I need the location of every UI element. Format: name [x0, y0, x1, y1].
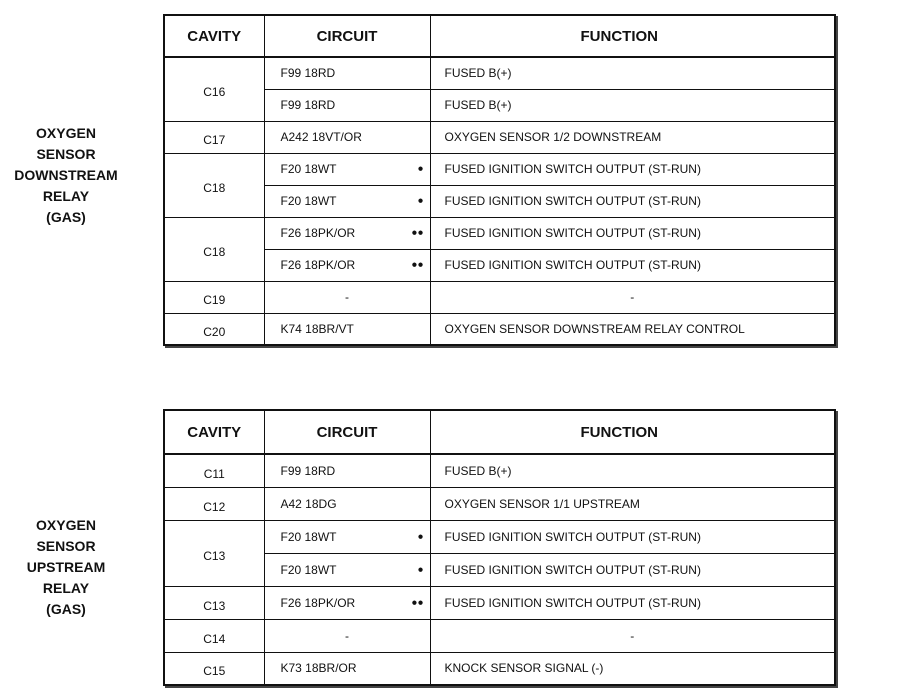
function-header: FUNCTION — [430, 410, 835, 454]
cavity-value: C13 — [203, 549, 226, 563]
function-cell: KNOCK SENSOR SIGNAL (-) — [430, 652, 835, 685]
dot-marker: ●● — [411, 227, 424, 239]
function-cell: FUSED IGNITION SWITCH OUTPUT (ST-RUN) — [430, 553, 835, 586]
function-cell: FUSED IGNITION SWITCH OUTPUT (ST-RUN) — [430, 520, 835, 553]
cavity-value: C20 — [203, 324, 226, 339]
table-row — [164, 313, 835, 345]
table-row — [164, 619, 835, 652]
function-cell: OXYGEN SENSOR DOWNSTREAM RELAY CONTROL — [430, 313, 835, 345]
table-row — [164, 487, 835, 520]
cavity-cell — [164, 652, 264, 685]
downstream-relay-label — [0, 123, 132, 228]
function-cell: OXYGEN SENSOR 1/2 DOWNSTREAM — [430, 121, 835, 153]
circuit-value: F20 18WT — [280, 562, 337, 577]
circuit-value: K73 18BR/OR — [280, 661, 357, 676]
circuit-cell — [264, 487, 430, 520]
dot-marker: ● — [417, 163, 424, 175]
function-header: FUNCTION — [430, 15, 835, 57]
label-line: OXYGEN — [36, 125, 96, 141]
circuit-value: F26 18PK/OR — [280, 258, 356, 272]
cavity-header: CAVITY — [164, 15, 264, 57]
label-line: DOWNSTREAM — [14, 167, 118, 183]
circuit-header: CIRCUIT — [264, 410, 430, 454]
circuit-cell — [264, 454, 430, 487]
function-cell: - — [430, 619, 835, 652]
table-row — [164, 520, 835, 553]
table-row — [164, 121, 835, 153]
circuit-value: F20 18WT — [280, 529, 337, 544]
circuit-cell — [264, 57, 430, 89]
table-row — [164, 153, 835, 185]
table-row — [164, 281, 835, 313]
circuit-cell: - — [264, 619, 430, 652]
cavity-cell — [164, 281, 264, 313]
label-line: (GAS) — [46, 601, 86, 617]
circuit-cell — [264, 553, 430, 586]
downstream-relay-table — [163, 14, 836, 346]
dot-marker: ● — [417, 195, 424, 207]
label-line: SENSOR — [36, 146, 96, 162]
cavity-header: CAVITY — [164, 410, 264, 454]
cavity-cell — [164, 57, 264, 121]
circuit-value: K74 18BR/VT — [280, 321, 354, 336]
table-row — [164, 553, 835, 586]
cavity-value: C17 — [203, 133, 226, 147]
dot-marker: ● — [417, 564, 424, 575]
dot-marker: ● — [417, 531, 424, 542]
circuit-cell — [264, 153, 430, 185]
cavity-cell — [164, 153, 264, 217]
cavity-value: C13 — [203, 598, 226, 613]
function-cell: OXYGEN SENSOR 1/1 UPSTREAM — [430, 487, 835, 520]
table-row — [164, 89, 835, 121]
cavity-cell — [164, 520, 264, 586]
cavity-value: C15 — [203, 664, 226, 679]
function-cell: FUSED IGNITION SWITCH OUTPUT (ST-RUN) — [430, 249, 835, 281]
label-line: OXYGEN — [36, 517, 96, 533]
cavity-value: C18 — [203, 181, 226, 195]
circuit-cell — [264, 520, 430, 553]
cavity-cell — [164, 217, 264, 281]
upstream-relay-table — [163, 409, 836, 686]
label-line: (GAS) — [46, 209, 86, 225]
cavity-cell — [164, 619, 264, 652]
cavity-value: C19 — [203, 293, 226, 307]
table-row — [164, 57, 835, 89]
table-row — [164, 454, 835, 487]
circuit-cell — [264, 313, 430, 345]
circuit-cell — [264, 586, 430, 619]
cavity-value: C12 — [203, 499, 226, 514]
circuit-cell — [264, 249, 430, 281]
circuit-value: F26 18PK/OR — [280, 595, 356, 610]
circuit-cell — [264, 121, 430, 153]
circuit-value: F99 18RD — [280, 66, 336, 81]
dot-marker: ●● — [411, 259, 424, 271]
circuit-cell: - — [264, 281, 430, 313]
circuit-header: CIRCUIT — [264, 15, 430, 57]
circuit-cell — [264, 185, 430, 217]
label-line: SENSOR — [36, 538, 96, 554]
circuit-value: F26 18PK/OR — [280, 226, 356, 240]
cavity-value: C16 — [203, 85, 226, 100]
circuit-value: A42 18DG — [280, 496, 337, 511]
function-cell: FUSED IGNITION SWITCH OUTPUT (ST-RUN) — [430, 586, 835, 619]
cavity-value: C11 — [203, 466, 225, 481]
circuit-value: F99 18RD — [280, 463, 336, 478]
function-cell: FUSED B(+) — [430, 454, 835, 487]
cavity-cell — [164, 454, 264, 487]
circuit-cell — [264, 89, 430, 121]
label-line: RELAY — [42, 580, 90, 596]
function-cell: FUSED B(+) — [430, 89, 835, 121]
circuit-value: A242 18VT/OR — [280, 130, 362, 144]
cavity-cell — [164, 586, 264, 619]
cavity-cell — [164, 487, 264, 520]
circuit-value: F99 18RD — [280, 98, 336, 112]
upstream-relay-label — [0, 515, 132, 620]
function-cell: - — [430, 281, 835, 313]
cavity-cell — [164, 121, 264, 153]
table-row — [164, 185, 835, 217]
cavity-cell — [164, 313, 264, 345]
label-line: RELAY — [42, 188, 90, 204]
function-cell: FUSED IGNITION SWITCH OUTPUT (ST-RUN) — [430, 185, 835, 217]
cavity-value: C18 — [203, 245, 226, 259]
circuit-cell — [264, 652, 430, 685]
dot-marker: ●● — [411, 597, 424, 608]
circuit-cell — [264, 217, 430, 249]
function-cell: FUSED IGNITION SWITCH OUTPUT (ST-RUN) — [430, 153, 835, 185]
table-header-row — [164, 15, 835, 57]
circuit-value: F20 18WT — [280, 194, 337, 208]
table-header-row — [164, 410, 835, 454]
table-row — [164, 586, 835, 619]
function-cell: FUSED IGNITION SWITCH OUTPUT (ST-RUN) — [430, 217, 835, 249]
table-row — [164, 217, 835, 249]
label-line: UPSTREAM — [26, 559, 106, 575]
cavity-value: C14 — [203, 631, 226, 646]
circuit-value: F20 18WT — [280, 162, 337, 176]
table-row — [164, 652, 835, 685]
table-row — [164, 249, 835, 281]
function-cell: FUSED B(+) — [430, 57, 835, 89]
